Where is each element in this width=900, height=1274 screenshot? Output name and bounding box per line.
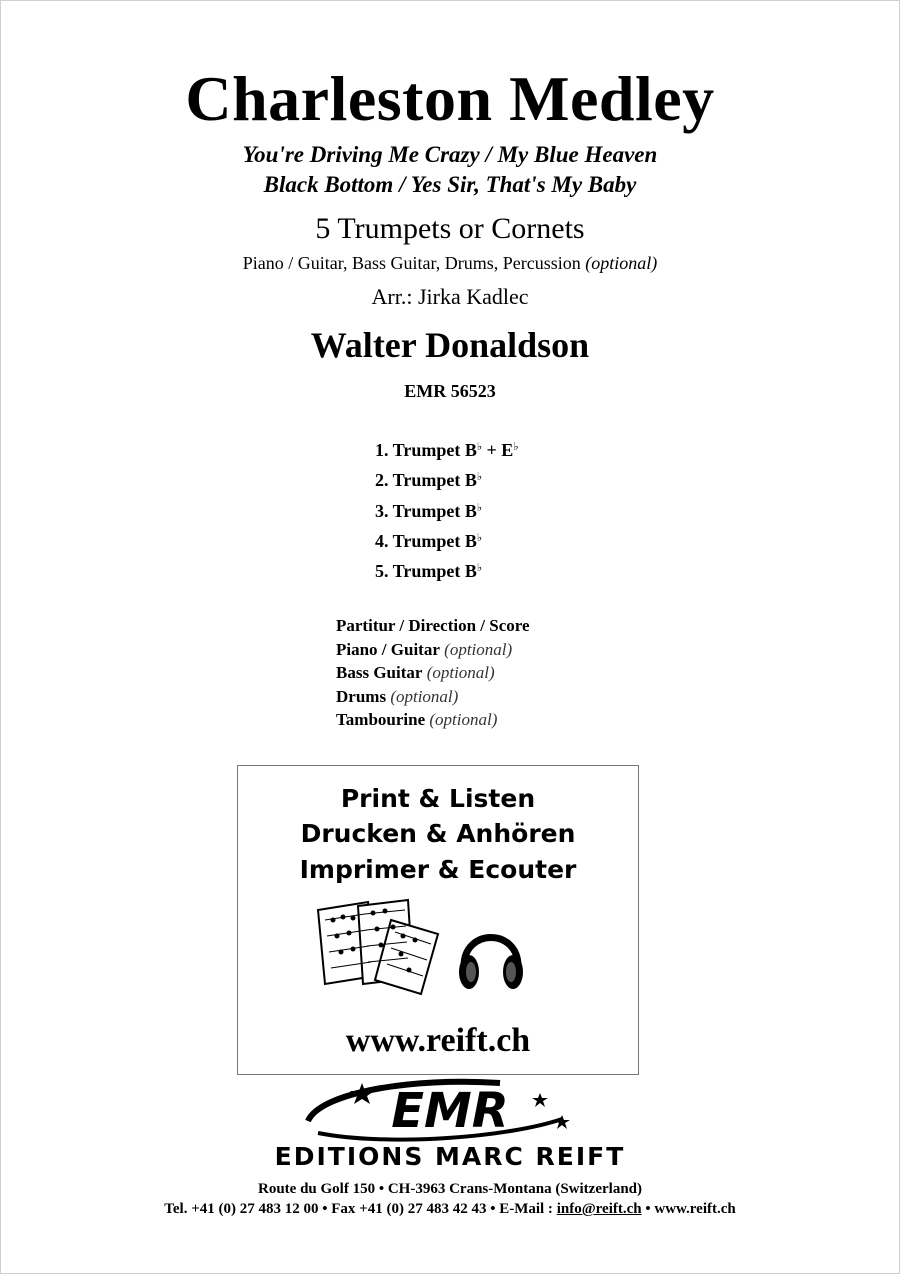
subtitle-line-2: Black Bottom / Yes Sir, That's My Baby: [263, 172, 637, 197]
score-item: Drums (optional): [336, 686, 459, 706]
part-item: 5. Trumpet B♭: [375, 561, 483, 582]
emr-logo: [300, 1075, 600, 1145]
print-listen-box: [237, 765, 639, 1075]
score-list: [336, 614, 530, 732]
part-item: 3. Trumpet B♭: [375, 500, 483, 521]
sheet-music-icon: [313, 898, 443, 998]
score-item: Tambourine (optional): [336, 710, 498, 729]
logo-text: EMR: [391, 1083, 509, 1139]
title: Charleston Medley: [185, 63, 715, 134]
publisher-address: Route du Golf 150 • CH-3963 Crans-Montana (Switzerland): [258, 1181, 642, 1197]
score-item: Piano / Guitar (optional): [336, 639, 513, 659]
promo-line-2: Drucken & Anhören: [300, 819, 576, 848]
accompaniment-note: (optional): [585, 253, 658, 273]
part-item: 2. Trumpet B♭: [375, 470, 483, 491]
catalog-number: EMR 56523: [404, 381, 496, 401]
part-item: 1. Trumpet B♭ + E♭: [375, 440, 519, 460]
part-item: 4. Trumpet B♭: [375, 530, 483, 551]
score-item: Partitur / Direction / Score: [336, 616, 530, 635]
subtitle-line-1: You're Driving Me Crazy / My Blue Heaven: [242, 142, 658, 167]
promo-line-1: Print & Listen: [340, 784, 536, 813]
promo-line-3: Imprimer & Ecouter: [299, 855, 577, 884]
arranger: Arr.: Jirka Kadlec: [371, 284, 529, 309]
publisher-name: EDITIONS MARC REIFT: [274, 1142, 626, 1171]
accompaniment: [0, 253, 900, 274]
publisher-contact: Tel. +41 (0) 27 483 12 00 • Fax +41 (0) 27 483 42 43 • E-Mail : info@reift.ch • www.reift.ch: [164, 1201, 736, 1217]
headphones-icon: [456, 916, 526, 996]
instrumentation: 5 Trumpets or Cornets: [315, 212, 585, 245]
composer: Walter Donaldson: [310, 325, 590, 365]
promo-url[interactable]: www.reift.ch: [345, 1022, 531, 1059]
parts-list: [375, 435, 519, 586]
accompaniment-text: Piano / Guitar, Bass Guitar, Drums, Percussion: [242, 253, 581, 273]
email-link[interactable]: info@reift.ch: [556, 1201, 642, 1217]
score-item: Bass Guitar (optional): [336, 663, 495, 682]
